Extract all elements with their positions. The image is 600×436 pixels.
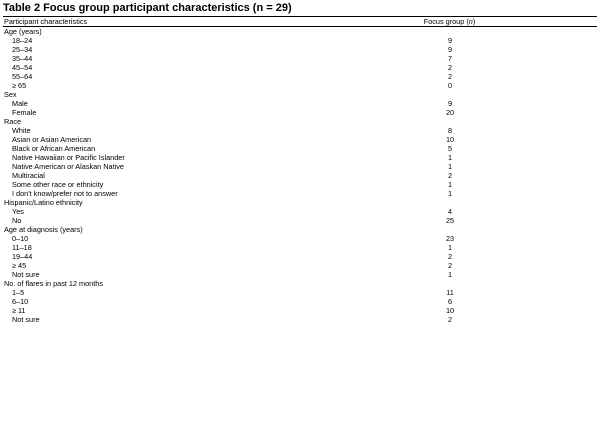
row-value: 10	[445, 306, 455, 315]
category-label: Sex	[4, 90, 17, 99]
table-category-row	[3, 225, 597, 234]
table-row	[3, 144, 597, 153]
row-value: 1	[447, 180, 453, 189]
table-row	[3, 288, 597, 297]
row-value	[303, 27, 597, 37]
row-value	[303, 279, 597, 288]
row-label: ≥ 45	[12, 261, 27, 270]
row-label: 25–34	[12, 45, 33, 54]
table-category-row	[3, 279, 597, 288]
column-header-characteristics: Participant characteristics	[4, 17, 88, 26]
table-row	[3, 180, 597, 189]
row-value: 9	[447, 36, 453, 45]
row-value: 6	[447, 297, 453, 306]
table-row	[3, 270, 597, 279]
row-label: Not sure	[12, 315, 40, 324]
category-label: Age at diagnosis (years)	[4, 225, 83, 234]
row-value: 23	[445, 234, 455, 243]
table-row	[3, 63, 597, 72]
row-label: Multiracial	[12, 171, 45, 180]
category-label: Race	[4, 117, 22, 126]
table-row	[3, 72, 597, 81]
row-value: 11	[446, 288, 454, 297]
row-value: 0	[447, 81, 453, 90]
row-label: I don't know/prefer not to answer	[12, 189, 118, 198]
table-row	[3, 315, 597, 324]
column-header-n: n	[468, 17, 473, 26]
table-row	[3, 153, 597, 162]
table-row	[3, 216, 597, 225]
row-label: Female	[12, 108, 37, 117]
row-value	[303, 90, 597, 99]
row-value	[303, 198, 597, 207]
row-value: 1	[447, 270, 453, 279]
row-label: 35–44	[12, 54, 33, 63]
column-header-focus-group	[303, 17, 597, 27]
row-label: 55–64	[12, 72, 33, 81]
table-row	[3, 306, 597, 315]
row-label: Yes	[12, 207, 24, 216]
table-row	[3, 171, 597, 180]
row-label: White	[12, 126, 31, 135]
table-row	[3, 297, 597, 306]
table-row	[3, 252, 597, 261]
row-label: Male	[12, 99, 28, 108]
row-label: Some other race or ethnicity	[12, 180, 104, 189]
table-row	[3, 45, 597, 54]
row-value: 1	[447, 243, 453, 252]
row-value: 20	[445, 108, 455, 117]
characteristics-table	[3, 16, 597, 324]
row-label: 18–24	[12, 36, 33, 45]
row-label: 1–5	[12, 288, 25, 297]
row-value: 7	[447, 54, 453, 63]
row-label: No	[12, 216, 22, 225]
row-label: 45–54	[12, 63, 33, 72]
table-row	[3, 207, 597, 216]
row-value: 8	[447, 126, 453, 135]
table-row	[3, 234, 597, 243]
table-row	[3, 36, 597, 45]
row-value: 2	[447, 315, 453, 324]
column-header-prefix: Focus group (	[423, 17, 469, 26]
document-page	[3, 2, 597, 324]
table-row	[3, 135, 597, 144]
table-row	[3, 81, 597, 90]
row-label: Asian or Asian American	[12, 135, 92, 144]
row-value	[303, 117, 597, 126]
row-label: Black or African American	[12, 144, 96, 153]
column-header-suffix: )	[472, 17, 476, 26]
category-label: Age (years)	[4, 27, 42, 36]
table-category-row	[3, 198, 597, 207]
table-row	[3, 99, 597, 108]
row-label: 19–44	[12, 252, 33, 261]
table-row	[3, 108, 597, 117]
row-value: 2	[447, 72, 453, 81]
row-value: 9	[447, 45, 453, 54]
table-row	[3, 261, 597, 270]
row-value: 1	[447, 153, 453, 162]
table-row	[3, 162, 597, 171]
row-label: Not sure	[12, 270, 40, 279]
row-label: Native American or Alaskan Native	[12, 162, 124, 171]
table-row	[3, 243, 597, 252]
row-value: 1	[447, 162, 453, 171]
table-header-row	[3, 17, 597, 27]
row-value: 10	[445, 135, 455, 144]
row-label: 0–10	[12, 234, 29, 243]
table-category-row	[3, 27, 597, 37]
row-label: 6–10	[12, 297, 29, 306]
row-value: 5	[447, 144, 453, 153]
table-body	[3, 27, 597, 325]
row-value: 2	[447, 171, 453, 180]
table-category-row	[3, 117, 597, 126]
table-row	[3, 54, 597, 63]
table-category-row	[3, 90, 597, 99]
row-label: Native Hawaiian or Pacific Islander	[12, 153, 125, 162]
row-value: 25	[445, 216, 455, 225]
row-value	[303, 225, 597, 234]
category-label: Hispanic/Latino ethnicity	[4, 198, 83, 207]
row-label: 11–18	[12, 243, 32, 252]
row-value: 1	[447, 189, 453, 198]
row-label: ≥ 65	[12, 81, 27, 90]
table-row	[3, 126, 597, 135]
row-value: 2	[447, 252, 453, 261]
row-label: ≥ 11	[12, 306, 26, 315]
row-value: 2	[447, 261, 453, 270]
table-title: Table 2 Focus group participant characteristics (n = 29)	[3, 2, 292, 14]
category-label: No. of flares in past 12 months	[4, 279, 103, 288]
row-value: 4	[447, 207, 453, 216]
row-value: 2	[447, 63, 453, 72]
row-value: 9	[447, 99, 453, 108]
table-row	[3, 189, 597, 198]
